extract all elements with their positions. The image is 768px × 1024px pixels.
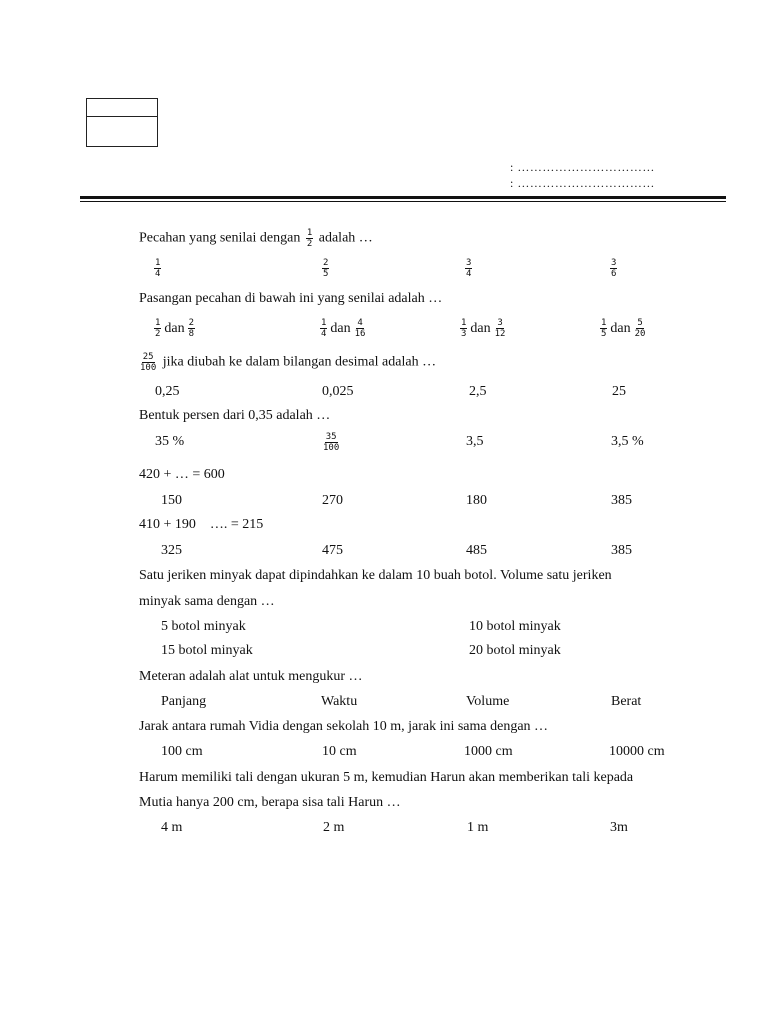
q3-option-a: 0,25 [155, 384, 180, 399]
q9-option-b: 10 cm [322, 744, 357, 759]
question-3-text: jika diubah ke dalam bilangan desimal adalah … [162, 354, 437, 370]
question-1 [139, 228, 373, 249]
header-rule-thick [80, 196, 726, 199]
header-box-top [86, 98, 158, 117]
q6-option-c: 485 [466, 543, 487, 558]
question-1-text-before: Pecahan yang senilai dengan [139, 230, 301, 246]
q10-option-c: 1 m [467, 820, 489, 835]
q4-option-c: 3,5 [466, 434, 484, 449]
q2-option-b: $\frac{1}{4}$ dan $\frac{4}{16}$ [321, 318, 366, 339]
q7-option-b: 10 botol minyak [469, 619, 561, 634]
question-7-line-1: Satu jeriken minyak dapat dipindahkan ke dalam 10 buah botol. Volume satu jeriken [139, 568, 612, 583]
q5-option-d: 385 [611, 493, 632, 508]
q7-option-c: 15 botol minyak [161, 643, 253, 658]
question-10-line-1: Harum memiliki tali dengan ukuran 5 m, kemudian Harun akan memberikan tali kepada [139, 770, 634, 785]
q7-option-a: 5 botol minyak [161, 619, 246, 634]
question-3-fraction: $\frac{25}{100}$ [140, 352, 157, 373]
q6-option-b: 475 [322, 543, 343, 558]
question-8: Meteran adalah alat untuk mengukur … [139, 669, 363, 684]
q6-option-a: 325 [161, 543, 182, 558]
q4-option-b: $\frac{35}{100}$ [323, 432, 340, 453]
question-1-text-after: adalah … [318, 230, 373, 246]
header-rule-thin [80, 201, 726, 202]
q9-option-c: 1000 cm [464, 744, 513, 759]
header-box-bottom [86, 116, 158, 147]
q6-option-d: 385 [611, 543, 632, 558]
q4-option-a: 35 % [155, 434, 185, 449]
class-fill-line: : …………………………… [510, 176, 655, 190]
question-9: Jarak antara rumah Vidia dengan sekolah 10 m, jarak ini sama dengan … [139, 719, 549, 734]
q5-option-a: 150 [161, 493, 182, 508]
question-10-line-2: Mutia hanya 200 cm, berapa sisa tali Harun … [139, 795, 401, 810]
q3-option-b: 0,025 [322, 384, 354, 399]
question-1-fraction: $\frac{1}{2}$ [306, 228, 313, 249]
q2-option-d: $\frac{1}{5}$ dan $\frac{5}{20}$ [601, 318, 646, 339]
q10-option-d: 3m [610, 820, 628, 835]
q4-option-d: 3,5 % [611, 434, 644, 449]
q7-option-d: 20 botol minyak [469, 643, 561, 658]
question-4: Bentuk persen dari 0,35 adalah … [139, 408, 331, 423]
name-fill-line: : …………………………… [510, 160, 655, 174]
q9-option-d: 10000 cm [609, 744, 665, 759]
q1-option-c: $\frac{3}{4}$ [466, 258, 472, 279]
q8-option-a: Panjang [161, 694, 207, 709]
q1-option-b: $\frac{2}{5}$ [323, 258, 329, 279]
q1-option-d: $\frac{3}{6}$ [611, 258, 617, 279]
q8-option-b: Waktu [321, 694, 358, 709]
q1-option-a: $\frac{1}{4}$ [155, 258, 161, 279]
question-2: Pasangan pecahan di bawah ini yang senilai adalah … [139, 291, 443, 306]
q8-option-d: Berat [611, 694, 642, 709]
q3-option-c: 2,5 [469, 384, 487, 399]
question-6: 410 + 190 …. = 215 [139, 517, 264, 532]
q9-option-a: 100 cm [161, 744, 203, 759]
q5-option-c: 180 [466, 493, 487, 508]
question-3 [137, 352, 436, 373]
q5-option-b: 270 [322, 493, 343, 508]
q10-option-a: 4 m [161, 820, 183, 835]
q3-option-d: 25 [612, 384, 626, 399]
question-5: 420 + … = 600 [139, 467, 225, 482]
question-7-line-2: minyak sama dengan … [139, 594, 275, 609]
q8-option-c: Volume [466, 694, 510, 709]
q2-option-a: $\frac{1}{2}$ dan $\frac{2}{8}$ [155, 318, 195, 339]
q10-option-b: 2 m [323, 820, 345, 835]
q2-option-c: $\frac{1}{3}$ dan $\frac{3}{12}$ [461, 318, 506, 339]
